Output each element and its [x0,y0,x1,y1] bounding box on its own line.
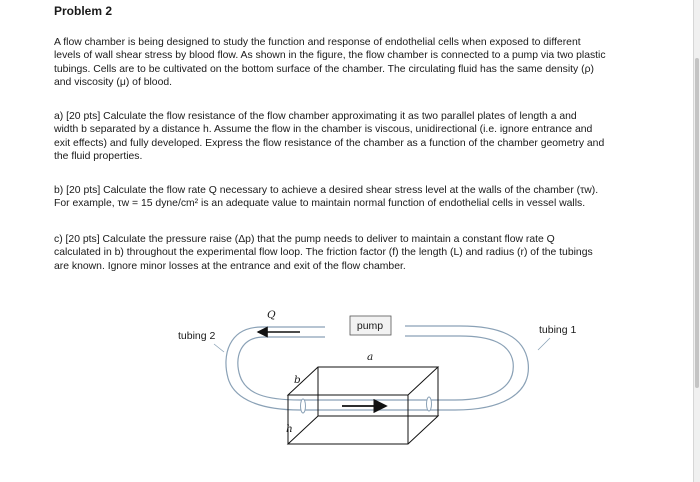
text-line: levels of wall shear stress by blood flow. As shown in the figure, the flow chamber is connected to a pump via two plastic [54,50,606,62]
scroll-thumb[interactable] [695,58,699,388]
text-line: a) [20 pts] Calculate the flow resistance of the flow chamber approximating it as two parallel plates of length a and [54,111,577,122]
text-line: are known. Ignore minor losses at the entrance and exit of the flow chamber. [54,260,406,272]
text-line: tubings. Cells are to be cultivated on the bottom surface of the chamber. The circulating fluid has the same density (ρ) [54,63,594,75]
inlet-port [301,399,306,413]
gap-label: h [286,423,293,435]
length-label: a [367,351,374,363]
tubing-1-label: tubing 1 [539,324,577,336]
tubing-2-label: tubing 2 [178,330,216,342]
text-line: b) [20 pts] Calculate the flow rate Q necessary to achieve a desired shear stress level at the walls of the chamber (τw). [54,185,599,196]
text-line: and viscosity (μ) of blood. [54,76,173,88]
width-label: b [294,374,301,386]
tubing-1-leader [538,338,550,350]
scrollbar[interactable] [694,0,700,482]
flow-label: Q [267,309,276,321]
chamber-top-plate [288,367,438,395]
text-line: For example, τw = 15 dyne/cm² is an adequate value to maintain normal function of endothelial cells in vessel walls. [54,198,586,210]
text-line: exit effects) and fully developed. Express the flow resistance of the chamber as a function of the chamber geometry and [54,137,605,149]
text-line: A flow chamber is being designed to study the function and response of endothelial cells when exposed to different [54,37,581,48]
problem-title: Problem 2 [54,4,113,18]
text-line: width b separated by a distance h. Assume the flow in the chamber is viscous, unidirectional (i.e. ignore entrance and [54,124,593,136]
pump-label: pump [356,320,384,332]
text-line: c) [20 pts] Calculate the pressure raise (Δp) that the pump needs to deliver to maintain a constant flow rate Q [54,234,555,245]
tubing-2-leader [214,344,224,352]
text-line: calculated in b) throughout the experimental flow loop. The friction factor (f) the length (L) and radius (r) of the tubings [54,247,593,259]
tubing-loop-inner [238,336,513,400]
text-line: the fluid properties. [54,150,143,162]
outlet-port [427,397,432,411]
chamber-bottom-plate [288,416,438,444]
